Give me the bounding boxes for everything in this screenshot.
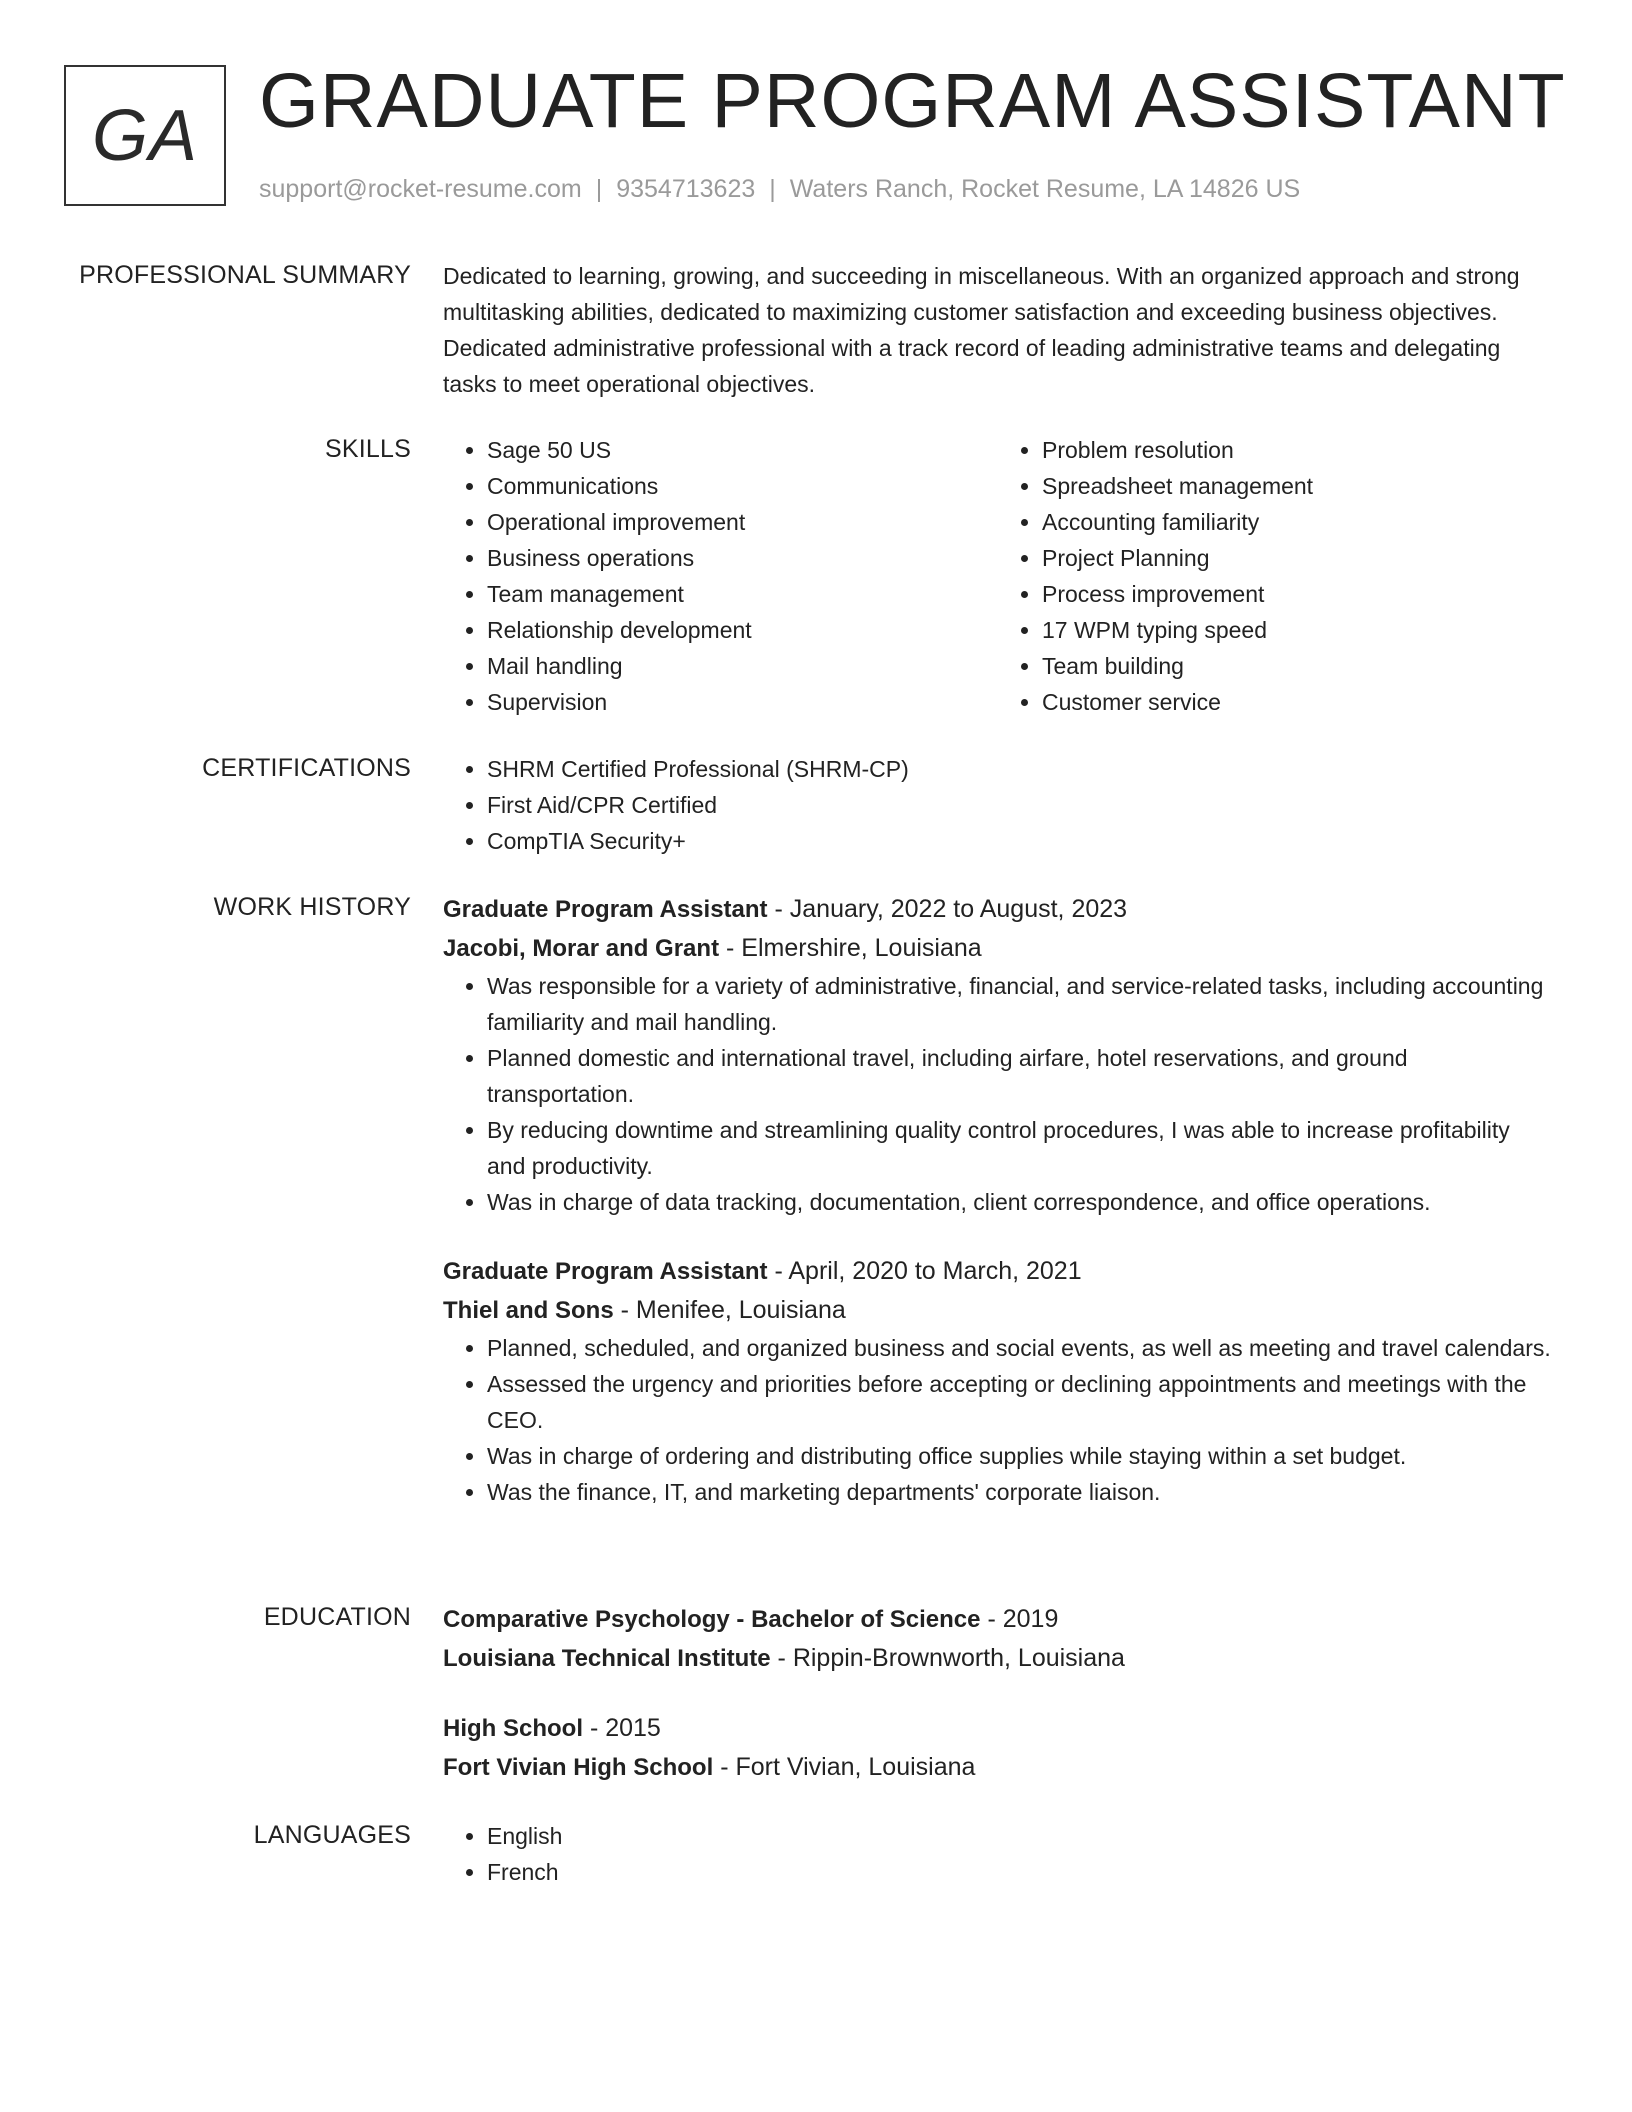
education-entry bbox=[443, 1709, 1553, 1787]
skill-item: • Relationship development bbox=[487, 612, 998, 648]
education-school-line bbox=[443, 1748, 1553, 1787]
email-link[interactable]: support@rocket-resume.com bbox=[259, 175, 582, 203]
education-location: - Rippin-Brownworth, Louisiana bbox=[770, 1644, 1125, 1672]
certifications-body bbox=[443, 751, 1553, 859]
job-bullet: • Was in charge of data tracking, documentation, client correspondence, and office operations. bbox=[487, 1184, 1553, 1220]
job-company-line bbox=[443, 929, 1553, 968]
work-history-body bbox=[443, 890, 1553, 1510]
section-label-summary: PROFESSIONAL SUMMARY bbox=[79, 261, 411, 289]
skill-item: • Communications bbox=[487, 468, 998, 504]
job-bullet: • By reducing downtime and streamlining quality control procedures, I was able to increase profitability and productivity. bbox=[487, 1112, 1553, 1184]
section-label-languages: LANGUAGES bbox=[253, 1821, 411, 1849]
job-location: - Menifee, Louisiana bbox=[613, 1296, 846, 1324]
language-item: • English bbox=[487, 1818, 1553, 1854]
monogram-badge: GA bbox=[64, 65, 226, 206]
languages-body bbox=[443, 1818, 1553, 1890]
skill-item: • Team building bbox=[1042, 648, 1553, 684]
education-year: - 2019 bbox=[980, 1605, 1059, 1633]
job-company: Thiel and Sons bbox=[443, 1297, 614, 1324]
education-degree-line bbox=[443, 1709, 1553, 1748]
skill-item: • Problem resolution bbox=[1042, 432, 1553, 468]
skill-item: • Accounting familiarity bbox=[1042, 504, 1553, 540]
contact-line bbox=[259, 172, 1300, 206]
job-bullet: • Planned, scheduled, and organized business and social events, as well as meeting and travel calendars. bbox=[487, 1330, 1553, 1366]
skill-item: • Spreadsheet management bbox=[1042, 468, 1553, 504]
education-degree: Comparative Psychology - Bachelor of Science bbox=[443, 1606, 981, 1633]
education-location: - Fort Vivian, Louisiana bbox=[713, 1753, 976, 1781]
certification-item: • First Aid/CPR Certified bbox=[487, 787, 1553, 823]
summary-body bbox=[443, 258, 1553, 402]
job-bullet: • Assessed the urgency and priorities before accepting or declining appointments and meetings with the CEO. bbox=[487, 1366, 1553, 1438]
skill-item: • Project Planning bbox=[1042, 540, 1553, 576]
skills-list-left bbox=[443, 432, 998, 720]
education-school-line bbox=[443, 1639, 1553, 1678]
skill-item: • Supervision bbox=[487, 684, 998, 720]
job-bullet: • Planned domestic and international travel, including airfare, hotel reservations, and ground transportation. bbox=[487, 1040, 1553, 1112]
job-bullets bbox=[443, 1330, 1553, 1510]
skill-item: • Customer service bbox=[1042, 684, 1553, 720]
certification-item: • SHRM Certified Professional (SHRM-CP) bbox=[487, 751, 1553, 787]
skill-item: • Process improvement bbox=[1042, 576, 1553, 612]
certification-item: • CompTIA Security+ bbox=[487, 823, 1553, 859]
job-entry bbox=[443, 890, 1553, 1220]
skills-list-right bbox=[998, 432, 1553, 720]
job-title-line bbox=[443, 1252, 1553, 1291]
skill-item: • Sage 50 US bbox=[487, 432, 998, 468]
education-school: Fort Vivian High School bbox=[443, 1754, 714, 1781]
job-bullets bbox=[443, 968, 1553, 1220]
job-bullet: • Was the finance, IT, and marketing departments' corporate liaison. bbox=[487, 1474, 1553, 1510]
job-location: - Elmershire, Louisiana bbox=[719, 934, 982, 962]
job-company-line bbox=[443, 1291, 1553, 1330]
education-school: Louisiana Technical Institute bbox=[443, 1645, 771, 1672]
summary-text: Dedicated to learning, growing, and succeeding in miscellaneous. With an organized approach and strong multitasking abilities, dedicated to maximizing customer satisfaction and exceeding business objectives. Dedicated administrative professional with a track record of leading administrative teams and delegating tasks to meet operational objectives. bbox=[443, 263, 1520, 397]
education-year: - 2015 bbox=[583, 1714, 661, 1742]
certifications-list bbox=[443, 751, 1553, 859]
job-dates: - April, 2020 to March, 2021 bbox=[767, 1257, 1082, 1285]
section-label-work-history: WORK HISTORY bbox=[213, 893, 411, 921]
job-dates: - January, 2022 to August, 2023 bbox=[767, 895, 1128, 923]
contact-separator: | bbox=[595, 175, 603, 203]
resume-title: GRADUATE PROGRAM ASSISTANT bbox=[259, 58, 1566, 144]
job-title: Graduate Program Assistant bbox=[443, 896, 768, 923]
skill-item: • 17 WPM typing speed bbox=[1042, 612, 1553, 648]
section-label-certifications: CERTIFICATIONS bbox=[202, 754, 411, 782]
job-company: Jacobi, Morar and Grant bbox=[443, 935, 720, 962]
skill-item: • Mail handling bbox=[487, 648, 998, 684]
job-title-line bbox=[443, 890, 1553, 929]
skill-item: • Operational improvement bbox=[487, 504, 998, 540]
education-degree-line bbox=[443, 1600, 1553, 1639]
contact-separator: | bbox=[769, 175, 776, 203]
skills-grid bbox=[443, 432, 1553, 720]
job-bullet: • Was responsible for a variety of administrative, financial, and service-related tasks, including accounting familiarity and mail handling. bbox=[487, 968, 1553, 1040]
job-title: Graduate Program Assistant bbox=[443, 1258, 768, 1285]
education-entry bbox=[443, 1600, 1553, 1678]
education-body bbox=[443, 1600, 1553, 1787]
section-label-skills: SKILLS bbox=[325, 435, 411, 463]
phone-number[interactable]: 9354713623 bbox=[616, 175, 756, 203]
address-text: Waters Ranch, Rocket Resume, LA 14826 US bbox=[789, 175, 1301, 203]
language-item: • French bbox=[487, 1854, 1553, 1890]
skill-item: • Business operations bbox=[487, 540, 998, 576]
education-degree: High School bbox=[443, 1715, 583, 1742]
section-label-education: EDUCATION bbox=[263, 1603, 411, 1631]
job-entry bbox=[443, 1252, 1553, 1510]
languages-list bbox=[443, 1818, 1553, 1890]
job-bullet: • Was in charge of ordering and distributing office supplies while staying within a set budget. bbox=[487, 1438, 1553, 1474]
skill-item: • Team management bbox=[487, 576, 998, 612]
